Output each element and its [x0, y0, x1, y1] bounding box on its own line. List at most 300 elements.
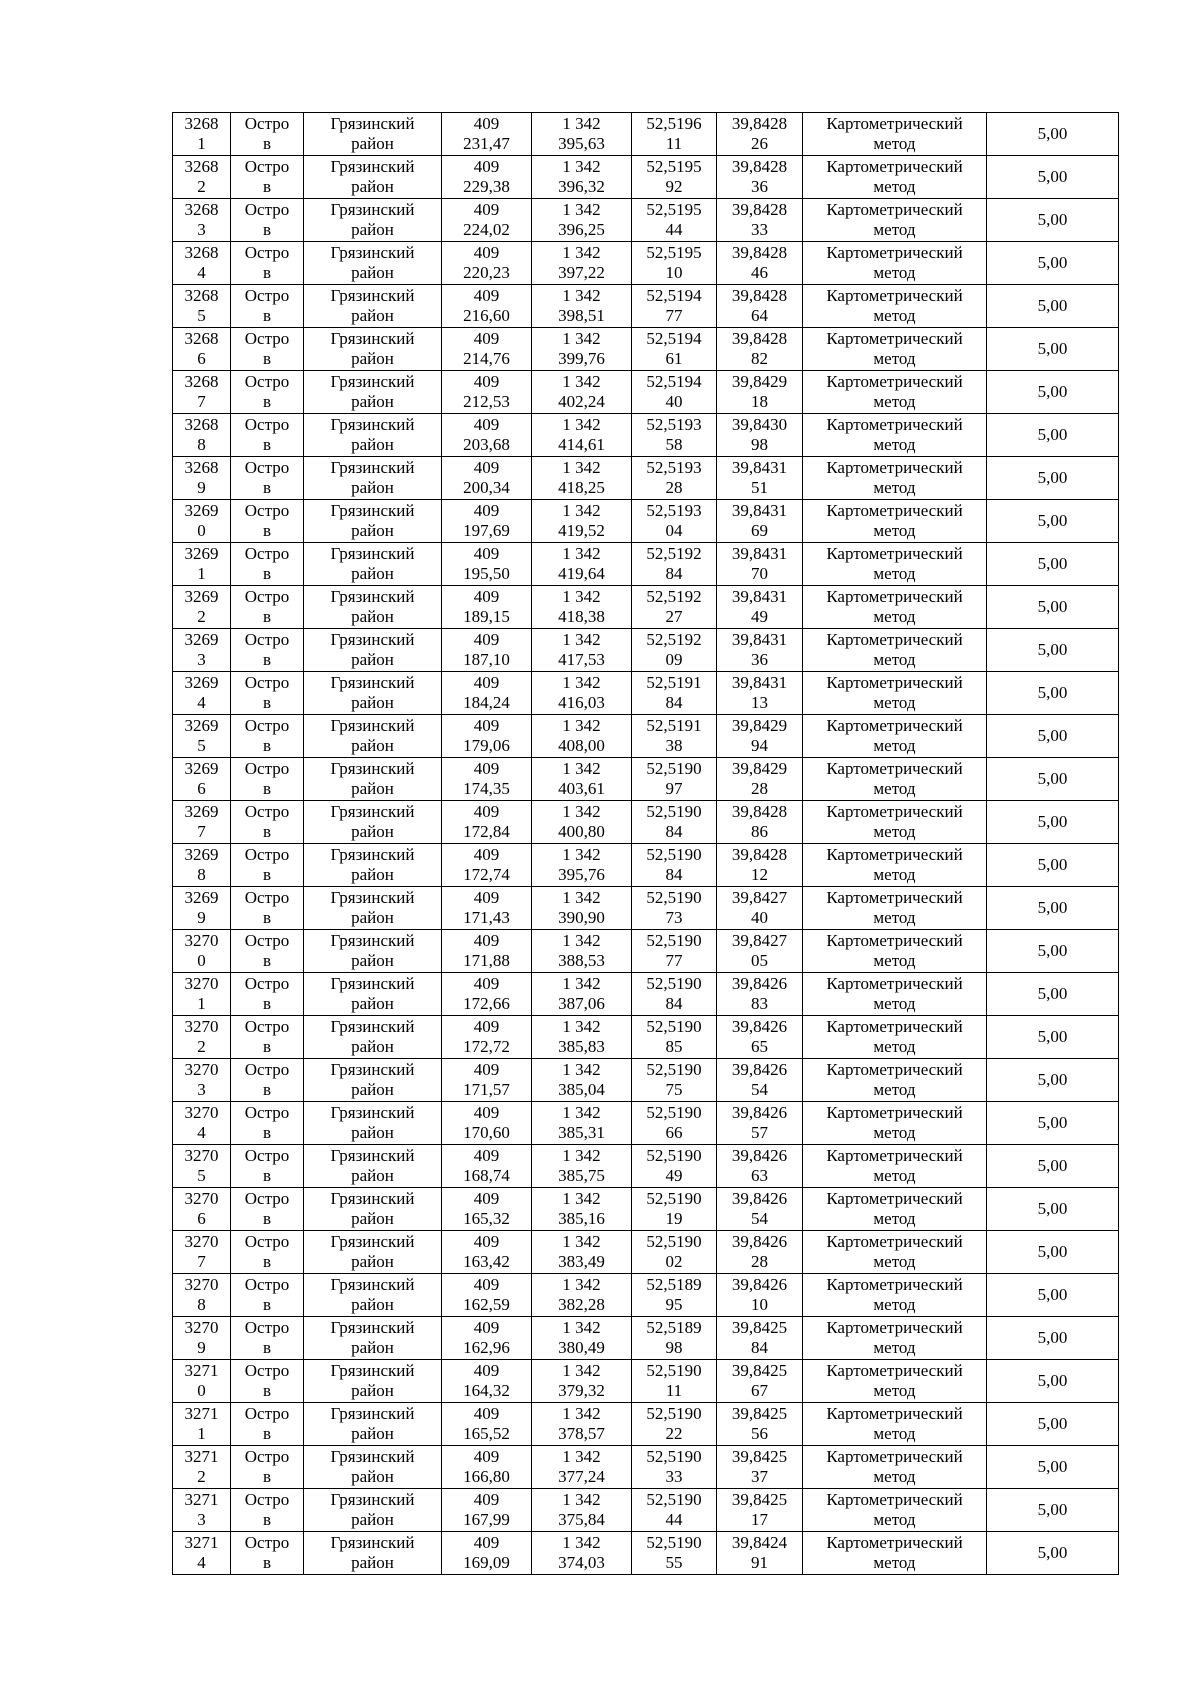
cell-text-line: 67 [751, 1381, 768, 1400]
cell-text-line: Грязинский [330, 974, 415, 993]
latitude-cell [632, 156, 717, 199]
cell-text-line: 3270 [184, 1017, 219, 1036]
cell-text-line: метод [873, 134, 916, 153]
point-number-cell [173, 715, 231, 758]
cell-text-line: 1 342 [562, 1232, 601, 1251]
cell-text-line: 36 [751, 650, 768, 669]
cell-text-line: Остро [244, 114, 290, 133]
cell-text-line: 39,8427 [731, 888, 788, 907]
method-cell [803, 887, 987, 930]
object-type-cell [231, 758, 304, 801]
cell-text-line: 174,35 [463, 779, 510, 798]
cell-text-line: 416,03 [558, 693, 605, 712]
cell-text-line: Грязинский [330, 673, 415, 692]
x-coordinate-cell [442, 1489, 532, 1532]
cell-text-line: Остро [244, 1232, 290, 1251]
cell-text-line: 402,24 [558, 392, 605, 411]
cell-text-line: 86 [751, 822, 768, 841]
coordinates-table [172, 112, 1119, 1575]
cell-text-line: в [262, 1123, 272, 1142]
latitude-cell [632, 199, 717, 242]
y-coordinate-cell [532, 1145, 632, 1188]
longitude-cell [717, 973, 803, 1016]
cell-text-line: район [351, 1467, 394, 1486]
cell-text-line: Грязинский [330, 458, 415, 477]
cell-text-line: 98 [751, 435, 768, 454]
longitude-cell [717, 1360, 803, 1403]
cell-text-line: 216,60 [463, 306, 510, 325]
longitude-cell [717, 113, 803, 156]
cell-text-line: 2 [197, 177, 206, 196]
cell-text-line: район [351, 1209, 394, 1228]
y-coordinate-cell [532, 844, 632, 887]
district-cell [304, 1532, 442, 1575]
cell-text-line: Остро [244, 286, 290, 305]
cell-text-line: 52,5190 [646, 1146, 702, 1165]
district-cell [304, 113, 442, 156]
cell-text-line: Картометрический [826, 372, 963, 391]
method-cell [803, 1188, 987, 1231]
longitude-cell [717, 543, 803, 586]
cell-text-line: район [351, 564, 394, 583]
cell-text-line: 49 [665, 1166, 683, 1185]
cell-text-line: 172,72 [463, 1037, 510, 1056]
object-type-cell [231, 285, 304, 328]
cell-text-line: 77 [665, 306, 683, 325]
cell-text-line: 52,5191 [646, 673, 702, 692]
cell-text-line: район [351, 650, 394, 669]
cell-text-line: 52,5190 [646, 1017, 702, 1036]
accuracy-cell: 5,00 [987, 285, 1119, 328]
cell-text-line: 1 342 [562, 802, 601, 821]
cell-text-line: 75 [665, 1080, 683, 1099]
longitude-cell [717, 844, 803, 887]
accuracy-cell: 5,00 [987, 328, 1119, 371]
accuracy-cell: 5,00 [987, 414, 1119, 457]
cell-text-line: 169,09 [463, 1553, 510, 1572]
cell-text-line: Картометрический [826, 1361, 963, 1380]
y-coordinate-cell [532, 1360, 632, 1403]
method-cell [803, 543, 987, 586]
district-cell [304, 1102, 442, 1145]
latitude-cell [632, 758, 717, 801]
cell-text-line: 229,38 [463, 177, 510, 196]
cell-text-line: район [351, 908, 394, 927]
longitude-cell [717, 801, 803, 844]
district-cell [304, 1231, 442, 1274]
table-row [173, 1231, 1119, 1274]
method-cell [803, 629, 987, 672]
cell-text-line: 3270 [184, 1060, 219, 1079]
cell-text-line: метод [873, 521, 916, 540]
cell-text-line: Картометрический [826, 587, 963, 606]
cell-text-line: 9 [197, 908, 206, 927]
cell-text-line: 1 342 [562, 1533, 601, 1552]
cell-text-line: 52,5192 [646, 544, 702, 563]
longitude-cell [717, 285, 803, 328]
cell-text-line: 3269 [184, 716, 219, 735]
district-cell [304, 629, 442, 672]
cell-text-line: Картометрический [826, 1447, 963, 1466]
cell-text-line: 66 [665, 1123, 683, 1142]
cell-text-line: Грязинский [330, 931, 415, 950]
y-coordinate-cell [532, 1016, 632, 1059]
cell-text-line: Грязинский [330, 329, 415, 348]
cell-text-line: Грязинский [330, 243, 415, 262]
accuracy-cell: 5,00 [987, 887, 1119, 930]
cell-text-line: в [262, 1553, 272, 1572]
cell-text-line: 1 342 [562, 845, 601, 864]
cell-text-line: район [351, 1553, 394, 1572]
cell-text-line: метод [873, 220, 916, 239]
cell-text-line: 39,8428 [731, 845, 788, 864]
cell-text-line: район [351, 1080, 394, 1099]
cell-text-line: 3268 [184, 286, 219, 305]
longitude-cell [717, 930, 803, 973]
cell-text-line: 28 [751, 779, 768, 798]
cell-text-line: 57 [751, 1123, 768, 1142]
cell-text-line: 52,5190 [646, 845, 702, 864]
point-number-cell [173, 672, 231, 715]
cell-text-line: Грязинский [330, 1490, 415, 1509]
document-page [172, 112, 1119, 1575]
cell-text-line: 39,8428 [731, 286, 788, 305]
cell-text-line: в [262, 736, 272, 755]
point-number-cell [173, 543, 231, 586]
cell-text-line: Остро [244, 1404, 290, 1423]
point-number-cell [173, 586, 231, 629]
x-coordinate-cell [442, 1059, 532, 1102]
cell-text-line: 184,24 [463, 693, 510, 712]
cell-text-line: Грязинский [330, 1060, 415, 1079]
object-type-cell [231, 586, 304, 629]
cell-text-line: Остро [244, 329, 290, 348]
method-cell [803, 414, 987, 457]
table-row [173, 973, 1119, 1016]
cell-text-line: 39,8426 [731, 974, 788, 993]
longitude-cell [717, 371, 803, 414]
district-cell [304, 414, 442, 457]
cell-text-line: 84 [665, 865, 683, 884]
accuracy-cell: 5,00 [987, 844, 1119, 887]
cell-text-line: 162,96 [463, 1338, 510, 1357]
cell-text-line: в [262, 1424, 272, 1443]
cell-text-line: Остро [244, 1275, 290, 1294]
cell-text-line: метод [873, 349, 916, 368]
point-number-cell [173, 1446, 231, 1489]
cell-text-line: 97 [665, 779, 683, 798]
cell-text-line: 39,8431 [731, 544, 788, 563]
cell-text-line: 39,8425 [731, 1361, 788, 1380]
cell-text-line: 39,8425 [731, 1404, 788, 1423]
latitude-cell [632, 1016, 717, 1059]
cell-text-line: Остро [244, 1189, 290, 1208]
x-coordinate-cell [442, 844, 532, 887]
latitude-cell [632, 543, 717, 586]
cell-text-line: в [262, 263, 272, 282]
cell-text-line: метод [873, 1080, 916, 1099]
cell-text-line: в [262, 822, 272, 841]
cell-text-line: метод [873, 1166, 916, 1185]
cell-text-line: 22 [665, 1424, 683, 1443]
longitude-cell [717, 1231, 803, 1274]
object-type-cell [231, 1446, 304, 1489]
cell-text-line: Остро [244, 1361, 290, 1380]
table-row [173, 844, 1119, 887]
cell-text-line: 1 342 [562, 1146, 601, 1165]
cell-text-line: 166,80 [463, 1467, 510, 1486]
longitude-cell [717, 1403, 803, 1446]
cell-text-line: 1 342 [562, 200, 601, 219]
cell-text-line: метод [873, 994, 916, 1013]
cell-text-line: 409 [473, 415, 500, 434]
cell-text-line: 1 342 [562, 243, 601, 262]
x-coordinate-cell [442, 1016, 532, 1059]
object-type-cell [231, 887, 304, 930]
cell-text-line: Картометрический [826, 286, 963, 305]
method-cell [803, 199, 987, 242]
district-cell [304, 844, 442, 887]
accuracy-cell: 5,00 [987, 973, 1119, 1016]
accuracy-cell: 5,00 [987, 457, 1119, 500]
x-coordinate-cell [442, 242, 532, 285]
object-type-cell [231, 973, 304, 1016]
cell-text-line: 3270 [184, 1189, 219, 1208]
x-coordinate-cell [442, 1360, 532, 1403]
cell-text-line: 52,5192 [646, 630, 702, 649]
longitude-cell [717, 672, 803, 715]
cell-text-line: 396,25 [558, 220, 605, 239]
cell-text-line: Картометрический [826, 458, 963, 477]
object-type-cell [231, 629, 304, 672]
cell-text-line: 3 [197, 1080, 206, 1099]
accuracy-cell: 5,00 [987, 758, 1119, 801]
cell-text-line: 395,63 [558, 134, 605, 153]
cell-text-line: 409 [473, 458, 500, 477]
y-coordinate-cell [532, 242, 632, 285]
method-cell [803, 672, 987, 715]
cell-text-line: 165,52 [463, 1424, 510, 1443]
method-cell [803, 285, 987, 328]
cell-text-line: Картометрический [826, 1232, 963, 1251]
cell-text-line: Картометрический [826, 1103, 963, 1122]
cell-text-line: 212,53 [463, 392, 510, 411]
district-cell [304, 285, 442, 328]
latitude-cell [632, 285, 717, 328]
point-number-cell [173, 1102, 231, 1145]
method-cell [803, 500, 987, 543]
y-coordinate-cell [532, 672, 632, 715]
accuracy-cell: 5,00 [987, 500, 1119, 543]
cell-text-line: метод [873, 1123, 916, 1142]
method-cell [803, 930, 987, 973]
cell-text-line: 19 [665, 1209, 683, 1228]
latitude-cell [632, 844, 717, 887]
object-type-cell [231, 1145, 304, 1188]
district-cell [304, 242, 442, 285]
district-cell [304, 1317, 442, 1360]
point-number-cell [173, 1231, 231, 1274]
cell-text-line: Грязинский [330, 1189, 415, 1208]
cell-text-line: 12 [751, 865, 768, 884]
cell-text-line: 3268 [184, 415, 219, 434]
point-number-cell [173, 1059, 231, 1102]
cell-text-line: 3 [197, 650, 206, 669]
cell-text-line: 1 342 [562, 372, 601, 391]
cell-text-line: 409 [473, 200, 500, 219]
x-coordinate-cell [442, 285, 532, 328]
cell-text-line: Картометрический [826, 1189, 963, 1208]
cell-text-line: 52,5190 [646, 1103, 702, 1122]
cell-text-line: в [262, 392, 272, 411]
cell-text-line: 187,10 [463, 650, 510, 669]
cell-text-line: Остро [244, 1447, 290, 1466]
longitude-cell [717, 1016, 803, 1059]
accuracy-cell: 5,00 [987, 1317, 1119, 1360]
cell-text-line: 39,8431 [731, 458, 788, 477]
cell-text-line: Грязинский [330, 888, 415, 907]
cell-text-line: 195,50 [463, 564, 510, 583]
cell-text-line: 1 342 [562, 630, 601, 649]
y-coordinate-cell [532, 1403, 632, 1446]
cell-text-line: 6 [197, 779, 206, 798]
cell-text-line: 398,51 [558, 306, 605, 325]
cell-text-line: 83 [751, 994, 768, 1013]
cell-text-line: Остро [244, 200, 290, 219]
accuracy-cell: 5,00 [987, 1188, 1119, 1231]
x-coordinate-cell [442, 457, 532, 500]
cell-text-line: 409 [473, 1361, 500, 1380]
cell-text-line: 1 342 [562, 587, 601, 606]
cell-text-line: 1 342 [562, 157, 601, 176]
cell-text-line: район [351, 263, 394, 282]
district-cell [304, 199, 442, 242]
cell-text-line: 5 [197, 1166, 206, 1185]
cell-text-line: 7 [197, 822, 206, 841]
longitude-cell [717, 758, 803, 801]
table-row [173, 586, 1119, 629]
cell-text-line: 46 [751, 263, 768, 282]
cell-text-line: 409 [473, 716, 500, 735]
cell-text-line: Картометрический [826, 1404, 963, 1423]
cell-text-line: Грязинский [330, 587, 415, 606]
cell-text-line: 409 [473, 1103, 500, 1122]
cell-text-line: 52,5195 [646, 157, 702, 176]
method-cell [803, 1059, 987, 1102]
method-cell [803, 973, 987, 1016]
cell-text-line: 409 [473, 1533, 500, 1552]
cell-text-line: 95 [665, 1295, 683, 1314]
cell-text-line: 52,5193 [646, 458, 702, 477]
cell-text-line: в [262, 435, 272, 454]
accuracy-cell: 5,00 [987, 1532, 1119, 1575]
cell-text-line: 409 [473, 587, 500, 606]
accuracy-cell: 5,00 [987, 801, 1119, 844]
method-cell [803, 801, 987, 844]
cell-text-line: 84 [665, 564, 683, 583]
point-number-cell [173, 1317, 231, 1360]
cell-text-line: метод [873, 177, 916, 196]
y-coordinate-cell [532, 328, 632, 371]
cell-text-line: 39,8430 [731, 415, 788, 434]
cell-text-line: 409 [473, 1017, 500, 1036]
point-number-cell [173, 414, 231, 457]
accuracy-cell: 5,00 [987, 156, 1119, 199]
accuracy-cell: 5,00 [987, 199, 1119, 242]
cell-text-line: Остро [244, 1533, 290, 1552]
cell-text-line: метод [873, 1295, 916, 1314]
longitude-cell [717, 887, 803, 930]
cell-text-line: 171,88 [463, 951, 510, 970]
accuracy-cell: 5,00 [987, 113, 1119, 156]
cell-text-line: 39,8426 [731, 1232, 788, 1251]
cell-text-line: 92 [665, 177, 683, 196]
cell-text-line: Остро [244, 587, 290, 606]
object-type-cell [231, 930, 304, 973]
method-cell [803, 1446, 987, 1489]
table-body [173, 113, 1119, 1575]
cell-text-line: район [351, 220, 394, 239]
cell-text-line: в [262, 1037, 272, 1056]
table-row [173, 1188, 1119, 1231]
cell-text-line: 13 [751, 693, 768, 712]
x-coordinate-cell [442, 1188, 532, 1231]
x-coordinate-cell [442, 1102, 532, 1145]
district-cell [304, 1446, 442, 1489]
cell-text-line: 3269 [184, 802, 219, 821]
cell-text-line: 65 [751, 1037, 768, 1056]
cell-text-line: 378,57 [558, 1424, 605, 1443]
cell-text-line: Остро [244, 1490, 290, 1509]
cell-text-line: 82 [751, 349, 768, 368]
cell-text-line: в [262, 951, 272, 970]
point-number-cell [173, 1016, 231, 1059]
cell-text-line: Картометрический [826, 1318, 963, 1337]
cell-text-line: 409 [473, 931, 500, 950]
cell-text-line: 409 [473, 329, 500, 348]
cell-text-line: 390,90 [558, 908, 605, 927]
latitude-cell [632, 500, 717, 543]
cell-text-line: в [262, 1295, 272, 1314]
cell-text-line: 397,22 [558, 263, 605, 282]
cell-text-line: район [351, 1252, 394, 1271]
cell-text-line: 84 [751, 1338, 768, 1357]
cell-text-line: 1 342 [562, 1060, 601, 1079]
cell-text-line: 39,8424 [731, 1533, 788, 1552]
longitude-cell [717, 1317, 803, 1360]
table-row [173, 672, 1119, 715]
district-cell [304, 930, 442, 973]
longitude-cell [717, 1446, 803, 1489]
cell-text-line: 3269 [184, 544, 219, 563]
accuracy-cell: 5,00 [987, 1489, 1119, 1532]
latitude-cell [632, 1145, 717, 1188]
cell-text-line: в [262, 349, 272, 368]
cell-text-line: метод [873, 1424, 916, 1443]
cell-text-line: 1 [197, 994, 206, 1013]
cell-text-line: 172,74 [463, 865, 510, 884]
cell-text-line: 214,76 [463, 349, 510, 368]
cell-text-line: Картометрический [826, 114, 963, 133]
cell-text-line: 85 [665, 1037, 683, 1056]
cell-text-line: 1 342 [562, 931, 601, 950]
cell-text-line: 44 [665, 220, 683, 239]
cell-text-line: метод [873, 1338, 916, 1357]
cell-text-line: 197,69 [463, 521, 510, 540]
table-row [173, 285, 1119, 328]
y-coordinate-cell [532, 1489, 632, 1532]
cell-text-line: в [262, 607, 272, 626]
